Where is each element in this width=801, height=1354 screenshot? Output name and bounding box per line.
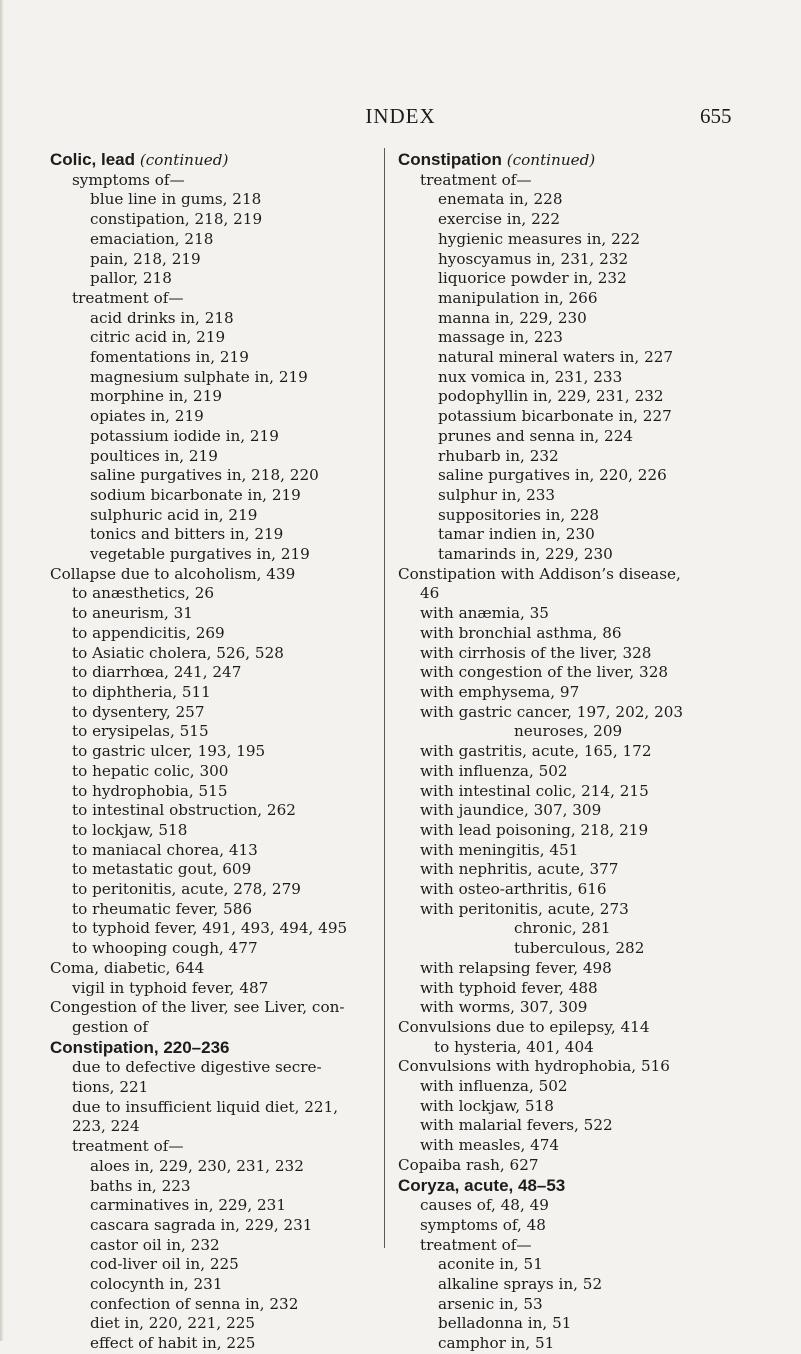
index-entry — [398, 250, 743, 270]
index-entry-text: 223, 224 — [72, 1117, 140, 1136]
index-entry-text: treatment of— — [72, 288, 184, 307]
index-entry — [50, 1314, 365, 1334]
index-entry-text: with influenza, 502 — [420, 1077, 568, 1096]
index-entry-text: vegetable purgatives in, 219 — [90, 545, 310, 564]
index-entry-text: to typhoid fever, 491, 493, 494, 495 — [72, 919, 348, 938]
index-entry — [398, 328, 743, 348]
index-entry-text: with osteo-arthritis, 616 — [420, 880, 607, 899]
index-entry-text: with gastritis, acute, 165, 172 — [420, 742, 652, 761]
index-entry-text: neuroses, 209 — [514, 722, 623, 741]
index-entry-text: treatment of— — [420, 170, 532, 189]
index-heading — [50, 150, 365, 171]
index-entry — [398, 427, 743, 447]
index-entry — [398, 506, 743, 526]
index-entry — [50, 1137, 365, 1157]
index-entry — [50, 525, 365, 545]
index-entry — [50, 1334, 365, 1354]
index-entry — [398, 1057, 743, 1077]
index-entry — [50, 624, 365, 644]
index-entry — [398, 1334, 743, 1354]
index-entry-text: with nephritis, acute, 377 — [420, 860, 619, 879]
index-entry-text: treatment of— — [420, 1235, 532, 1254]
index-entry — [398, 1314, 743, 1334]
index-entry-text: Constipation — [398, 150, 502, 169]
index-entry — [398, 703, 743, 723]
index-entry — [398, 919, 743, 939]
index-entry — [50, 1018, 365, 1038]
index-entry — [50, 703, 365, 723]
index-heading — [398, 1176, 743, 1197]
index-entry-text: hygienic measures in, 222 — [438, 229, 641, 248]
index-entry — [398, 900, 743, 920]
index-entry-text: saline purgatives in, 218, 220 — [90, 466, 319, 485]
index-entry — [50, 1295, 365, 1315]
index-entry-text: to peritonitis, acute, 278, 279 — [72, 880, 301, 899]
index-entry-text: diet in, 220, 221, 225 — [90, 1314, 256, 1333]
index-entry-text: confection of senna in, 232 — [90, 1294, 299, 1313]
index-entry — [50, 250, 365, 270]
index-entry — [398, 1077, 743, 1097]
index-entry-text: tonics and bitters in, 219 — [90, 525, 284, 544]
index-entry-text: to Asiatic cholera, 526, 528 — [72, 643, 284, 662]
index-entry-text: exercise in, 222 — [438, 210, 561, 229]
index-entry-text: prunes and senna in, 224 — [438, 426, 634, 445]
index-entry — [50, 309, 365, 329]
index-entry-text: to diphtheria, 511 — [72, 682, 211, 701]
index-entry — [398, 230, 743, 250]
index-entry — [398, 880, 743, 900]
index-entry — [398, 1295, 743, 1315]
index-entry — [398, 644, 743, 664]
index-entry — [398, 447, 743, 467]
index-entry-text: with gastric cancer, 197, 202, 203 — [420, 702, 684, 721]
index-entry-text: to anæsthetics, 26 — [72, 584, 215, 603]
index-entry — [50, 880, 365, 900]
index-entry — [50, 1157, 365, 1177]
index-entry — [50, 447, 365, 467]
index-entry — [50, 644, 365, 664]
index-entry-text: citric acid in, 219 — [90, 328, 226, 347]
index-entry-text: acid drinks in, 218 — [90, 308, 234, 327]
index-entry — [398, 1275, 743, 1295]
index-entry — [398, 486, 743, 506]
index-entry-text: tamar indien in, 230 — [438, 525, 595, 544]
index-entry-text: Coryza, acute, 48–53 — [398, 1175, 566, 1195]
index-entry — [50, 1275, 365, 1295]
index-entry-text: tuberculous, 282 — [514, 939, 645, 958]
index-heading — [50, 1038, 365, 1059]
index-entry — [50, 348, 365, 368]
index-entry — [50, 328, 365, 348]
index-entry — [398, 1136, 743, 1156]
index-entry — [398, 683, 743, 703]
column-divider — [384, 148, 385, 1248]
index-entry-text: Constipation with Addison’s disease, — [398, 564, 681, 583]
index-entry — [50, 1196, 365, 1216]
index-entry — [398, 269, 743, 289]
page-edge — [0, 0, 4, 1341]
index-entry-text: with anæmia, 35 — [420, 604, 549, 623]
index-entry-text: to hydrophobia, 515 — [72, 781, 228, 800]
index-entry-text: tamarinds in, 229, 230 — [438, 545, 613, 564]
index-entry-text: with lead poisoning, 218, 219 — [420, 820, 649, 839]
index-entry-text: aloes in, 229, 230, 231, 232 — [90, 1156, 304, 1175]
index-entry — [398, 1116, 743, 1136]
index-entry — [398, 979, 743, 999]
index-entry-text: magnesium sulphate in, 219 — [90, 367, 308, 386]
index-entry-text: potassium iodide in, 219 — [90, 426, 279, 445]
index-entry — [50, 801, 365, 821]
page-title: INDEX — [365, 104, 436, 128]
index-entry — [398, 801, 743, 821]
index-entry-text: aconite in, 51 — [438, 1255, 543, 1274]
index-entry-text: fomentations in, 219 — [90, 348, 249, 367]
index-entry-text: with typhoid fever, 488 — [420, 978, 598, 997]
index-entry-text: vigil in typhoid fever, 487 — [72, 978, 269, 997]
index-entry — [50, 742, 365, 762]
index-entry — [50, 998, 365, 1018]
index-entry — [398, 190, 743, 210]
index-column-right — [398, 150, 743, 1354]
index-entry — [50, 860, 365, 880]
index-entry-text: emaciation, 218 — [90, 229, 214, 248]
index-entry-text: manna in, 229, 230 — [438, 308, 587, 327]
index-entry-text: with emphysema, 97 — [420, 682, 580, 701]
index-entry-text: pain, 218, 219 — [90, 249, 201, 268]
index-entry — [398, 1255, 743, 1275]
index-entry-text: Collapse due to alcoholism, 439 — [50, 564, 296, 583]
index-entry-text: with meningitis, 451 — [420, 840, 579, 859]
index-entry — [398, 525, 743, 545]
index-entry-text: Copaiba rash, 627 — [398, 1155, 539, 1174]
index-entry-text: to erysipelas, 515 — [72, 722, 209, 741]
index-entry-text: with congestion of the liver, 328 — [420, 663, 669, 682]
index-entry-text: treatment of— — [72, 1137, 184, 1156]
index-entry-text: due to insufficient liquid diet, 221, — [72, 1097, 339, 1116]
index-entry — [398, 663, 743, 683]
index-entry-text: with jaundice, 307, 309 — [420, 801, 602, 820]
index-entry-text: colocynth in, 231 — [90, 1275, 223, 1294]
index-entry-text: alkaline sprays in, 52 — [438, 1275, 603, 1294]
index-heading — [398, 150, 743, 171]
index-entry — [50, 565, 365, 585]
index-entry-text: carminatives in, 229, 231 — [90, 1196, 286, 1215]
index-entry-text: to maniacal chorea, 413 — [72, 840, 258, 859]
index-entry — [398, 545, 743, 565]
index-entry-text: poultices in, 219 — [90, 446, 218, 465]
index-entry-text: Coma, diabetic, 644 — [50, 958, 205, 977]
index-entry-text: chronic, 281 — [514, 919, 611, 938]
index-entry — [50, 1177, 365, 1197]
continued-label: (continued) — [139, 151, 229, 169]
index-entry-text: with influenza, 502 — [420, 761, 568, 780]
index-entry — [50, 486, 365, 506]
index-entry-text: to aneurism, 31 — [72, 604, 193, 623]
index-entry — [398, 1156, 743, 1176]
index-entry — [50, 1216, 365, 1236]
index-entry-text: to gastric ulcer, 193, 195 — [72, 742, 266, 761]
index-entry-text: pallor, 218 — [90, 269, 172, 288]
index-entry-text: to hepatic colic, 300 — [72, 761, 229, 780]
index-entry — [50, 1078, 365, 1098]
index-entry-text: with malarial fevers, 522 — [420, 1116, 613, 1135]
index-entry — [50, 959, 365, 979]
index-entry-text: podophyllin in, 229, 231, 232 — [438, 387, 664, 406]
index-entry — [398, 387, 743, 407]
index-entry-text: tions, 221 — [72, 1078, 149, 1097]
index-entry-text: with peritonitis, acute, 273 — [420, 899, 629, 918]
index-entry — [50, 466, 365, 486]
index-entry-text: constipation, 218, 219 — [90, 210, 263, 229]
index-entry-text: to dysentery, 257 — [72, 702, 205, 721]
index-entry-text: effect of habit in, 225 — [90, 1334, 256, 1353]
index-entry-text: 46 — [420, 584, 440, 603]
index-entry — [398, 821, 743, 841]
index-entry-text: to metastatic gout, 609 — [72, 860, 252, 879]
index-entry-text: with lockjaw, 518 — [420, 1096, 554, 1115]
index-entry — [398, 1038, 743, 1058]
index-entry — [50, 230, 365, 250]
index-entry-text: with intestinal colic, 214, 215 — [420, 781, 649, 800]
index-entry — [50, 1255, 365, 1275]
index-entry — [50, 1058, 365, 1078]
index-entry — [50, 427, 365, 447]
index-entry-text: saline purgatives in, 220, 226 — [438, 466, 667, 485]
index-entry-text: to rheumatic fever, 586 — [72, 899, 253, 918]
index-entry — [50, 368, 365, 388]
index-entry-text: arsenic in, 53 — [438, 1294, 543, 1313]
index-entry — [50, 269, 365, 289]
index-entry-text: castor oil in, 232 — [90, 1235, 220, 1254]
index-entry-text: massage in, 223 — [438, 328, 563, 347]
index-entry-text: Congestion of the liver, see Liver, con- — [50, 998, 345, 1017]
index-entry — [398, 407, 743, 427]
index-entry — [398, 762, 743, 782]
index-entry-text: camphor in, 51 — [438, 1334, 555, 1353]
index-entry-text: suppositories in, 228 — [438, 505, 600, 524]
index-entry-text: manipulation in, 266 — [438, 288, 598, 307]
index-entry — [50, 604, 365, 624]
index-entry-text: to lockjaw, 518 — [72, 820, 188, 839]
index-entry — [398, 1236, 743, 1256]
index-entry — [398, 742, 743, 762]
index-entry-text: with cirrhosis of the liver, 328 — [420, 643, 652, 662]
index-entry — [398, 466, 743, 486]
index-entry — [398, 210, 743, 230]
index-entry — [50, 289, 365, 309]
index-entry-text: sulphuric acid in, 219 — [90, 505, 258, 524]
index-entry-text: Convulsions with hydrophobia, 516 — [398, 1057, 670, 1076]
index-entry-text: rhubarb in, 232 — [438, 446, 559, 465]
index-entry — [398, 722, 743, 742]
index-entry-text: to diarrhœa, 241, 247 — [72, 663, 242, 682]
index-entry — [398, 782, 743, 802]
index-entry-text: enemata in, 228 — [438, 190, 563, 209]
index-entry-text: with relapsing fever, 498 — [420, 958, 612, 977]
index-entry — [398, 841, 743, 861]
index-entry — [398, 1196, 743, 1216]
index-entry-text: cod-liver oil in, 225 — [90, 1255, 239, 1274]
index-entry-text: to appendicitis, 269 — [72, 623, 225, 642]
index-entry — [398, 624, 743, 644]
index-entry — [50, 171, 365, 191]
index-entry-text: to whooping cough, 477 — [72, 939, 258, 958]
index-entry — [398, 939, 743, 959]
index-entry — [398, 959, 743, 979]
index-entry — [50, 939, 365, 959]
index-entry-text: symptoms of, 48 — [420, 1215, 546, 1234]
index-entry-text: hyoscyamus in, 231, 232 — [438, 249, 629, 268]
index-entry-text: Colic, lead — [50, 150, 136, 169]
index-entry-text: potassium bicarbonate in, 227 — [438, 407, 672, 426]
continued-label: (continued) — [506, 151, 596, 169]
page-number: 655 — [700, 104, 732, 128]
index-entry — [398, 1018, 743, 1038]
index-entry — [398, 289, 743, 309]
index-entry — [50, 545, 365, 565]
index-entry — [50, 919, 365, 939]
index-entry-text: belladonna in, 51 — [438, 1314, 572, 1333]
index-entry-text: due to defective digestive secre- — [72, 1058, 322, 1077]
index-entry — [50, 841, 365, 861]
index-entry-text: with bronchial asthma, 86 — [420, 623, 622, 642]
index-column-left — [50, 150, 365, 1354]
index-entry — [50, 722, 365, 742]
index-entry-text: natural mineral waters in, 227 — [438, 348, 674, 367]
index-entry-text: with worms, 307, 309 — [420, 998, 588, 1017]
index-entry — [50, 979, 365, 999]
index-entry-text: with measles, 474 — [420, 1136, 560, 1155]
index-entry — [50, 407, 365, 427]
index-entry — [398, 348, 743, 368]
index-entry-text: cascara sagrada in, 229, 231 — [90, 1215, 313, 1234]
index-entry — [50, 210, 365, 230]
index-entry — [50, 821, 365, 841]
index-entry — [398, 565, 743, 585]
index-entry — [398, 309, 743, 329]
index-entry — [50, 663, 365, 683]
index-entry — [398, 368, 743, 388]
index-entry-text: baths in, 223 — [90, 1176, 191, 1195]
index-entry — [398, 860, 743, 880]
index-entry-text: morphine in, 219 — [90, 387, 223, 406]
index-entry-text: blue line in gums, 218 — [90, 190, 262, 209]
index-entry-text: opiates in, 219 — [90, 407, 204, 426]
index-entry-text: Convulsions due to epilepsy, 414 — [398, 1017, 650, 1036]
index-entry — [398, 171, 743, 191]
index-entry — [398, 1097, 743, 1117]
index-entry-text: causes of, 48, 49 — [420, 1196, 549, 1215]
index-entry — [50, 190, 365, 210]
index-entry-text: sodium bicarbonate in, 219 — [90, 485, 301, 504]
index-entry — [50, 1098, 365, 1118]
index-entry-text: sulphur in, 233 — [438, 485, 556, 504]
index-entry — [398, 1216, 743, 1236]
index-entry — [398, 584, 743, 604]
index-entry — [50, 1236, 365, 1256]
index-entry — [50, 1117, 365, 1137]
index-entry — [50, 782, 365, 802]
index-entry — [50, 387, 365, 407]
index-entry — [398, 604, 743, 624]
index-entry-text: gestion of — [72, 1017, 148, 1036]
index-entry-text: symptoms of— — [72, 170, 185, 189]
index-entry — [50, 584, 365, 604]
index-entry-text: nux vomica in, 231, 233 — [438, 367, 623, 386]
index-entry-text: Constipation, 220–236 — [50, 1037, 230, 1057]
index-entry — [50, 506, 365, 526]
index-entry-text: to hysteria, 401, 404 — [434, 1037, 594, 1056]
index-entry-text: to intestinal obstruction, 262 — [72, 801, 296, 820]
index-entry — [398, 998, 743, 1018]
index-entry-text: liquorice powder in, 232 — [438, 269, 627, 288]
index-entry — [50, 762, 365, 782]
index-entry — [50, 900, 365, 920]
index-entry — [50, 683, 365, 703]
